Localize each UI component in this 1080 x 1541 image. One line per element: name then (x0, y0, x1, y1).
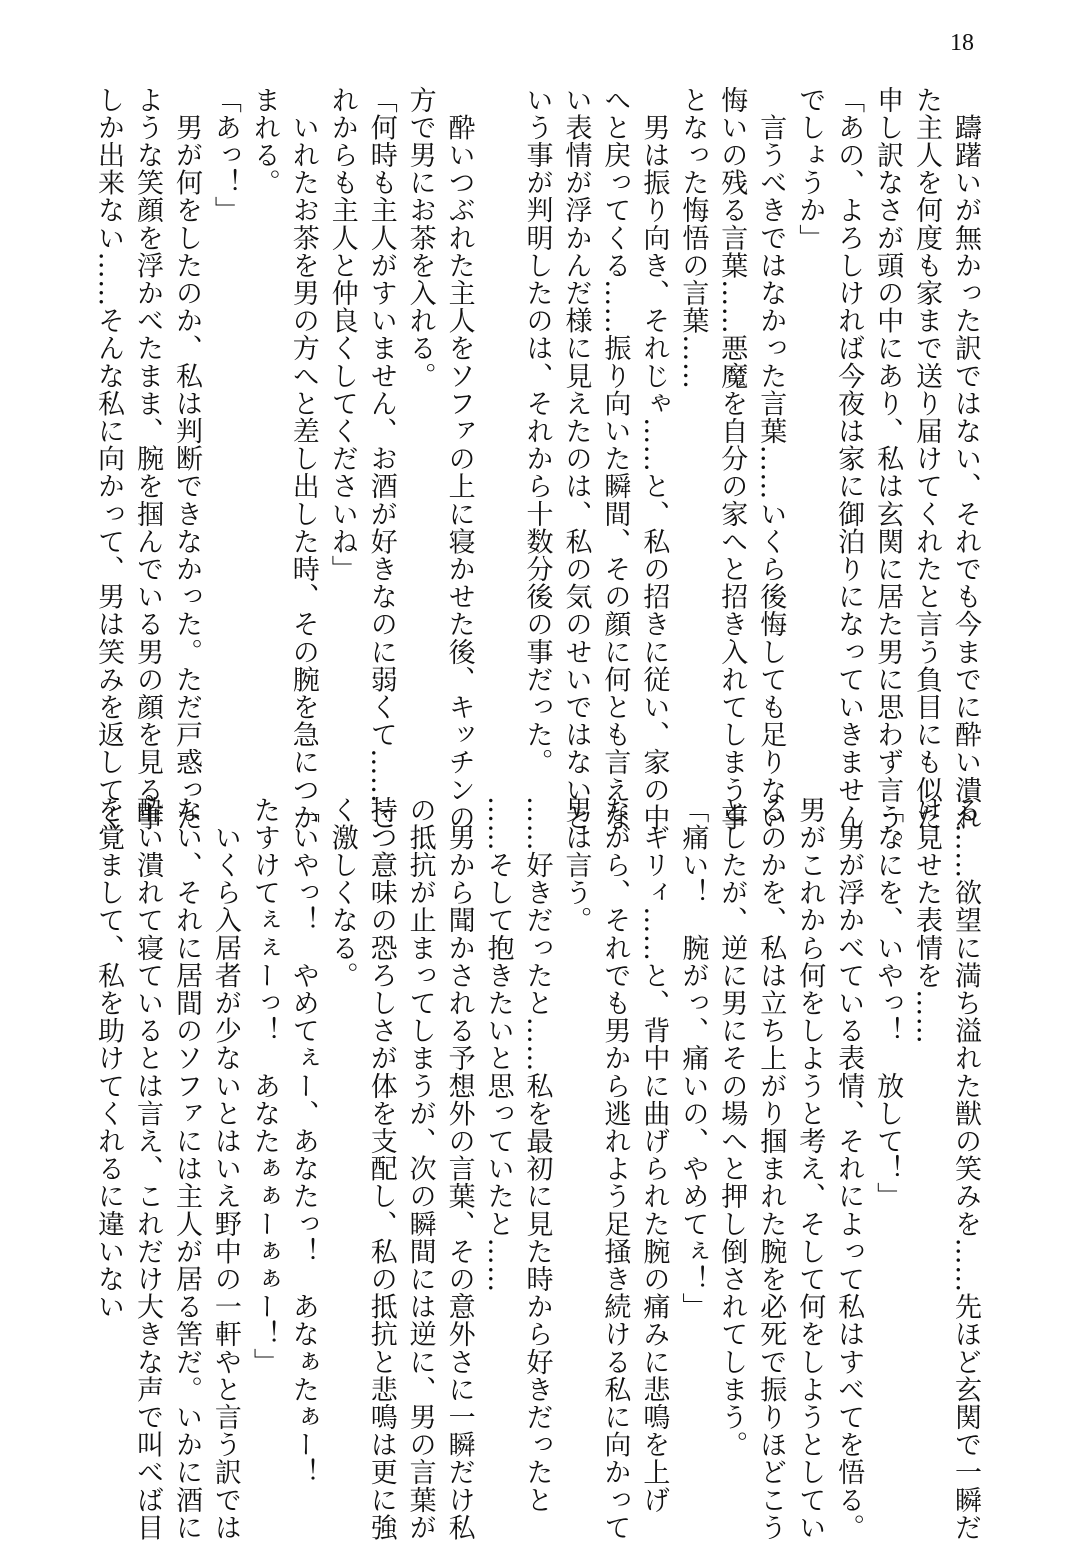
text-column: 酔い潰れて寝ているとは言え、これだけ大きな声で叫べば目 (131, 796, 163, 1541)
text-column: 「あの、よろしければ今夜は家に御泊りになっていきません (833, 86, 865, 832)
text-column: ながら、それでも男から逃れよう足掻き続ける私に向かって (599, 796, 631, 1541)
text-column: 躊躇いが無かった訳ではない、それでも今までに酔い潰れ (950, 86, 981, 832)
text-column: ない、それに居間のソファには主人が居る筈だ。いかに酒に (170, 796, 202, 1541)
text-column (478, 86, 517, 766)
text-column: た主人を何度も家まで送り届けてくれたと言う負目にも似た (911, 86, 943, 832)
text-column: い表情が浮かんだ様に見えたのは、私の気のせいではないと (560, 86, 592, 832)
page-number: 18 (950, 30, 974, 56)
text-column: たすけてぇぇーっ！ あなたぁぁーぁぁー！」 (248, 796, 280, 1376)
text-column: るのかを、私は立ち上がり掴まれた腕を必死で振りほどこう (755, 796, 787, 1541)
text-column: でしょうか」 (794, 86, 826, 252)
text-column: 男は振り向き、それじゃ……と、私の招きに従い、家の中 (638, 86, 670, 832)
text-column: へと戻ってくる……振り向いた瞬間、その顔に何とも言えな (599, 86, 631, 832)
text-column: いくら入居者が少ないとはいえ野中の一軒やと言う訳では (209, 796, 241, 1541)
text-column: る……欲望に満ち溢れた獣の笑みを……先ほど玄関で一瞬だ (950, 796, 981, 1541)
text-column: ギリィ……と、背中に曲げられた腕の痛みに悲鳴を上げ (638, 796, 670, 1514)
text-column: としたが、逆に男にその場へと押し倒されてしまう。 (716, 796, 748, 1459)
text-column: 「痛い！ 腕がっ、痛いの、やめてぇ！」 (677, 796, 709, 1321)
text-column: ……好きだったと……私を最初に見た時から好きだったと (521, 796, 553, 1514)
text-column: 「いやっ！ やめてぇー、あなたっ！ あなぁたぁー！ (287, 796, 319, 1486)
text-column: ような笑顔を浮かべたまま、腕を掴んでいる男の顔を見る事 (131, 86, 163, 832)
text-column: 悔いの残る言葉……悪魔を自分の家へと招き入れてしまう事 (716, 86, 748, 832)
text-column: を覚まして、私を助けてくれるに違いない (93, 796, 125, 1321)
upper-text-block (88, 86, 984, 859)
text-column: まれる。 (248, 86, 280, 197)
text-column: 酔いつぶれた主人をソファの上に寝かせた後、キッチンの (443, 86, 475, 832)
text-column: 持つ意味の恐ろしさが体を支配し、私の抵抗と悲鳴は更に強 (365, 796, 397, 1541)
text-column: いう事が判明したのは、それから十数分後の事だった。 (521, 86, 553, 776)
text-column: く激しくなる。 (326, 796, 358, 990)
text-column: 言うべきではなかった言葉……いくら後悔しても足りない (755, 86, 787, 832)
text-column: 方で男にお茶を入れる。 (404, 86, 436, 390)
text-column: 男がこれから何をしようと考え、そして何をしようとしてい (794, 796, 826, 1541)
text-column: の抵抗が止まってしまうが、次の瞬間には逆に、男の言葉が (404, 796, 436, 1541)
text-column: 男は言う。 (560, 796, 592, 934)
lower-text-block (88, 796, 984, 1541)
text-column: け見せた表情を…… (911, 796, 943, 1045)
text-column: 「あっ！」 (209, 86, 241, 224)
text-column: 男から聞かされる予想外の言葉、その意外さに一瞬だけ私 (443, 796, 475, 1541)
text-column: ……そして抱きたいと思っていたと…… (482, 796, 514, 1293)
text-column: 「何時も主人がすいません、お酒が好きなのに弱くて……こ (365, 86, 397, 832)
text-column: れからも主人と仲良くしてくださいね」 (326, 86, 358, 583)
text-column: 申し訳なさが頭の中にあり、私は玄関に居た男に思わず言う。 (872, 86, 904, 859)
text-column: 「なにを、いやっ！ 放して！」 (872, 796, 904, 1210)
text-column: しか出来ない……そんな私に向かって、男は笑みを返してく (93, 86, 125, 832)
text-column: となった悔悟の言葉…… (677, 86, 709, 390)
text-column: 男が浮かべている表情、それによって私はすべてを悟る。 (833, 796, 865, 1541)
text-column: いれたお茶を男の方へと差し出した時、その腕を急につか (287, 86, 319, 832)
text-column: 男が何をしたのか、私は判断できなかった。ただ戸惑った (170, 86, 202, 832)
